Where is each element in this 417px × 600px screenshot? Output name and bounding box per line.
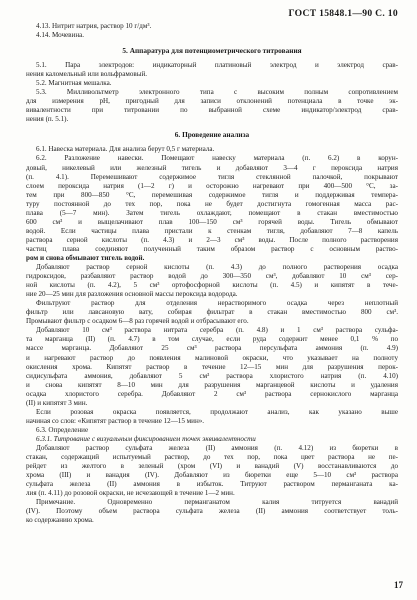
s6-line: плава (5—7 мин). Затем тигель охлаждают, помещают в стакан вместимостью (26, 208, 398, 217)
s6-line: частиц плава соединяют полученный таким образом раствор с основным раство- (26, 244, 398, 253)
s6-line: 600 см³ и выщелачивают плав 100—150 см³ горячей воды. Тигель обмывают (26, 217, 398, 226)
s6-line: окисления хрома. Кипятят раствор в течение 12—15 мин для разрушения перок- (26, 362, 398, 371)
s6-line: начиная со слов: «Кипятят раствор в течение 12—15 мин». (26, 416, 205, 425)
s6-line: ние 20—25 мин для разложения основной массы пероксида водорода. (26, 290, 238, 299)
s5-line: нения каломельный или вольфрамовый. (26, 70, 148, 79)
s6-line: фильтр или лавсановую вату, собирая фильтрат в стакан вместимостью 800 см³. (26, 308, 398, 317)
s6-line: водой. Если частицы плава пристали к стенкам тигля, добавляют 7—8 капель (26, 226, 398, 235)
s6-line: лия (п. 4.11) до розовой окраски, не исчезающей в течение 1—2 мин. (26, 489, 235, 498)
s6-line: массе марганца. Добавляют 25 см³ раствора персульфата аммония (п. 4.9) (26, 344, 398, 353)
s6-line: 6.2. Разложение навески. Помещают навеску материала (п. 6.2) в корун- (36, 154, 398, 163)
s6-line: стакан, содержащий испытуемый раствор, до тех пор, пока цвет раствора не пе- (26, 453, 398, 462)
s6-line: Добавляют 10 см³ раствора нитрата серебра (п. 4.8) и 1 см³ раствора сульфа- (36, 326, 398, 335)
s6-line: Промывают фильтр с осадком 6—8 раз горячей водой и отбрасывают его. (26, 317, 249, 326)
s6-line: Фильтруют раствор для отделения нерастворимого осадка через неплотный (36, 299, 398, 308)
s6-line: сидисульфата аммония, добавляют 5 см³ раствора хлористого натрия (п. 4.10) (26, 371, 398, 380)
s6-line: тем при 800—850 °С, перемешивая содержимое тигля и поддерживая темпера- (26, 190, 398, 199)
s6-line: ной кислоты (п. 4.2), 5 см³ ортофосфорной кислоты (п. 4.5) и кипятят в тече- (26, 281, 398, 290)
section-5-title: 5. Аппаратура для потенциометрического титрования (122, 46, 302, 56)
s6-line: 6.1. Навеска материала. Для анализа берут 0,5 г материала. (36, 145, 215, 154)
s6-line: и снова кипятят 8—10 мин для разрушения марганцевой кислоты и удаления (26, 380, 398, 389)
s5-line: для измерения pH, пригодный для записи отклонений потенциала в точке эк- (26, 97, 398, 106)
item-4-13: 4.13. Нитрит натрия, раствор 10 г/дм³. (36, 22, 152, 30)
s6-line: 6.3.1. Титрование с визуальным фиксированием точек эквивалентности (36, 434, 256, 443)
s6-line: Если розовая окраска появляется, продолжают анализ, как указано выше (36, 407, 398, 416)
s5-line: 5.3. Милливольтметр электронного типа с высоким полным сопротивлением (36, 88, 398, 97)
s6-line: Добавляют раствор серной кислоты (п. 4.3) до полного растворения осадка (36, 263, 398, 272)
s6-line: (II) и кипятят 3 мин. (26, 398, 88, 407)
s5-line: 5.2. Магнитная мешалка. (36, 79, 112, 88)
s6-line: та марганца (II) (п. 4.7) в том случае, если руда содержит менее 0,1 % по (26, 335, 398, 344)
section-6-title: 6. Проведение анализа (174, 130, 250, 140)
s6-line: хрома (III) и ванадия (IV). Добавляют из бюретки еще 5—10 см³ раствора (26, 471, 398, 480)
page-number: 17 (394, 580, 403, 590)
s6-line: ко содержанию хрома. (26, 516, 94, 525)
s6-line: (IV). Поэтому объем раствора сульфата железа (II) аммония соответствует толь- (26, 507, 398, 516)
s6-line: слоем пероксида натрия (1—2 г) и осторожно нагревают при 400—500 °С, за- (26, 181, 398, 190)
s6-line: (п. 4.1). Перемешивают содержимое тигля стеклянной палочкой, покрывают (26, 172, 398, 181)
s6-line: осадка хлористого серебра. Добавляют 2 см³ раствора сернокислого марганца (26, 389, 398, 398)
s5-line: 5.1. Пара электродов: индикаторный платиновый электрод и электрод срав- (36, 61, 398, 70)
s6-line: рейдет из желтого в зеленый (хром (VI) и ванадий (V) восстанавливаются до (26, 462, 398, 471)
s5-line: вивалентности при титровании по выбранной схеме индикатор/электрод срав- (26, 106, 398, 115)
s6-line: 6.3. Определение (36, 425, 89, 434)
s6-line: гидроксидов, разбавляют раствор водой до 300—350 см³, добавляют 10 см³ сер- (26, 272, 398, 281)
s6-line: раствора серной кислоты (п. 4.3) и 2—3 см³ воды. После полного растворения (26, 235, 398, 244)
item-4-14: 4.14. Мочевина. (36, 31, 85, 40)
s6-line: ром и снова обмывают тигель водой. (26, 253, 145, 262)
s6-line: довый, никелевый или железный тигель и добавляют 3—4 г пероксида натрия (26, 163, 398, 172)
s6-line: и нагревают раствор до появления малиновой окраски, что указывает на полноту (26, 353, 398, 362)
s5-line: нения (п. 5.1). (26, 115, 69, 124)
s6-line: сульфата железа (II) аммония в избыток. Титруют раствором перманганата ка- (26, 480, 398, 489)
document-page (26, 8, 398, 525)
s6-line: Добавляют раствор сульфата железа (II) аммония (п. 4.12) из бюретки в (36, 443, 398, 452)
s6-line: Примечание. Одновременно перманганатом калия титруется ванадий (36, 498, 398, 507)
s6-line: туру постоянной до тех пор, пока не будет достигнута гомогенная масса рас- (26, 199, 398, 208)
page-header: ГОСТ 15848.1—90 С. 10 (288, 8, 398, 19)
